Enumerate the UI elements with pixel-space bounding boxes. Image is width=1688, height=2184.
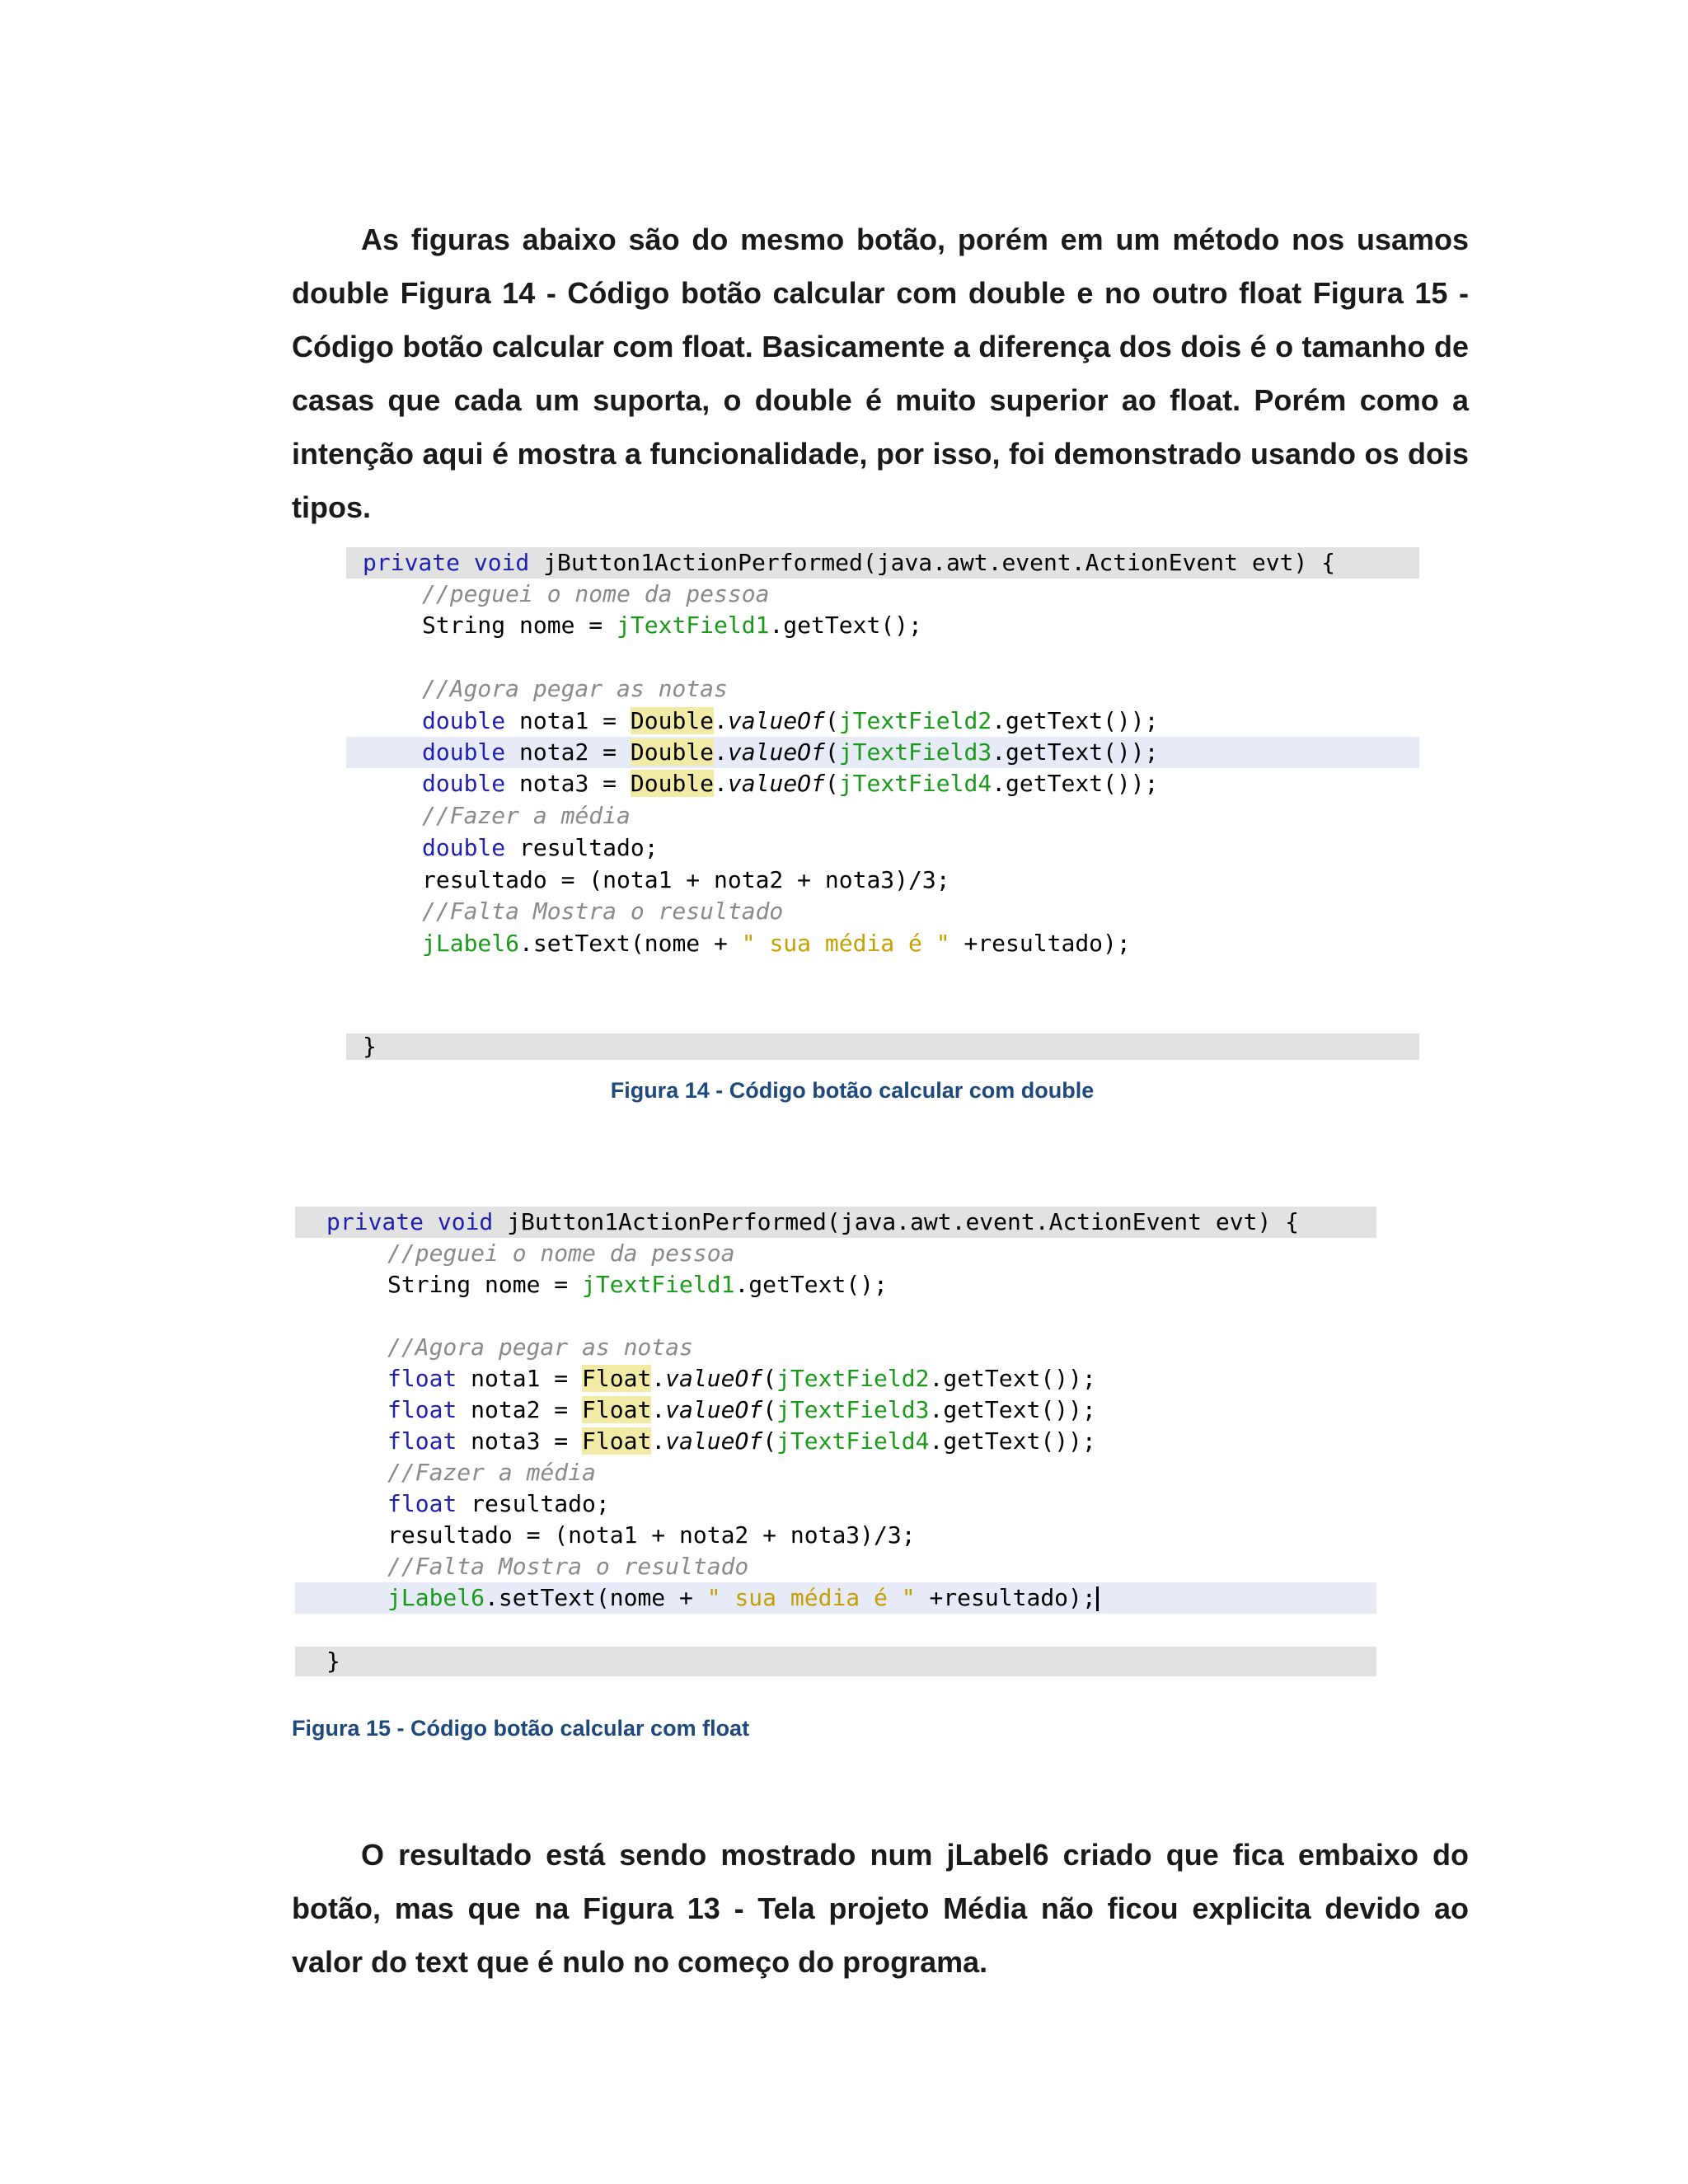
- code-line-settext: jLabel6.setText(nome + " sua média é " +resultado);: [295, 1582, 1376, 1614]
- code-line-comment: //Fazer a média: [387, 1459, 596, 1486]
- code-line-resultado-decl: double resultado;: [422, 834, 659, 861]
- code-line-nota1: float nota1 = Float.valueOf(jTextField2.getText());: [387, 1365, 1096, 1392]
- code-line-calc: resultado = (nota1 + nota2 + nota3)/3;: [422, 866, 950, 893]
- code-line-close: }: [295, 1647, 1376, 1676]
- code-line-calc: resultado = (nota1 + nota2 + nota3)/3;: [387, 1521, 916, 1549]
- code-screenshot-float: [295, 1207, 1376, 1678]
- code-line-comment: //Fazer a média: [422, 802, 631, 829]
- figure-15-caption: Figura 15 - Código botão calcular com float: [292, 1716, 750, 1741]
- code-line-comment: //Agora pegar as notas: [422, 675, 728, 702]
- code-line-close: }: [346, 1033, 1419, 1060]
- code-line-comment: //Agora pegar as notas: [387, 1333, 693, 1361]
- code-line-settext: jLabel6.setText(nome + " sua média é " +resultado);: [422, 930, 1131, 957]
- figure-14-caption: Figura 14 - Código botão calcular com double: [610, 1078, 1095, 1103]
- code-line-nota2: float nota2 = Float.valueOf(jTextField3.getText());: [387, 1396, 1096, 1423]
- code-line-nota2: double nota2 = Double.valueOf(jTextField3.getText());: [346, 737, 1419, 768]
- code-line-signature: private void jButton1ActionPerformed(java.awt.event.ActionEvent evt) {: [346, 547, 1419, 579]
- code-line-signature: private void jButton1ActionPerformed(java.awt.event.ActionEvent evt) {: [295, 1207, 1376, 1238]
- code-line-comment: //peguei o nome da pessoa: [387, 1240, 735, 1267]
- code-line-comment: //Falta Mostra o resultado: [422, 898, 784, 925]
- code-line-nome: String nome = jTextField1.getText();: [422, 612, 922, 639]
- result-paragraph: [292, 1828, 1469, 1989]
- code-line-comment: //Falta Mostra o resultado: [387, 1553, 749, 1580]
- code-line-nome: String nome = jTextField1.getText();: [387, 1271, 888, 1298]
- intro-paragraph-text: As figuras abaixo são do mesmo botão, porém em um método nos usamos double Figura 14 - Código botão calcular com double e no outro float Figura 15 - Código botão calcular com float. Basicamente a diferença dos dois é o tamanho de casas que cada um suporta, o double é muito superior ao float. Porém como a intenção aqui é mostra a funcionalidade, por isso, foi demonstrado usando os dois tipos.: [292, 223, 1469, 524]
- text-caret: [1096, 1586, 1099, 1611]
- code-line-nota3: double nota3 = Double.valueOf(jTextField4.getText());: [422, 770, 1159, 797]
- code-line-nota3: float nota3 = Float.valueOf(jTextField4.getText());: [387, 1427, 1096, 1455]
- intro-paragraph: [292, 213, 1469, 534]
- result-paragraph-text: O resultado está sendo mostrado num jLabel6 criado que fica embaixo do botão, mas que na Figura 13 - Tela projeto Média não ficou explicita devido ao valor do text que é nulo no começo do programa.: [292, 1838, 1469, 1979]
- code-screenshot-double: [346, 547, 1419, 1062]
- code-line-resultado-decl: float resultado;: [387, 1490, 610, 1517]
- code-line-nota1: double nota1 = Double.valueOf(jTextField2.getText());: [422, 707, 1159, 734]
- code-line-comment: //peguei o nome da pessoa: [422, 580, 770, 607]
